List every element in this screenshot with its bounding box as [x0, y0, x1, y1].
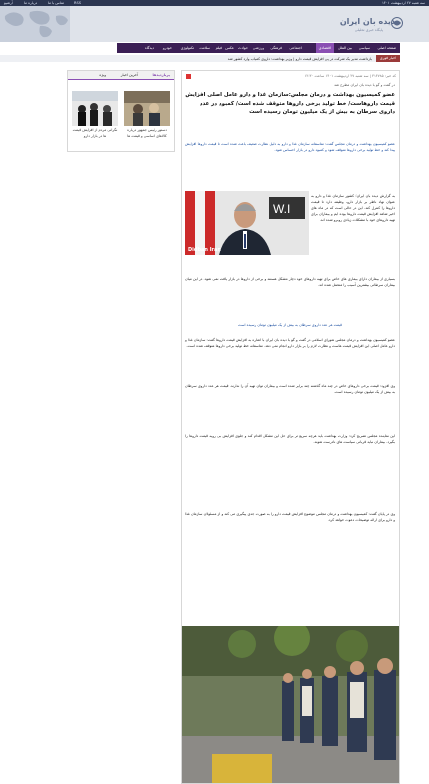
sidebar-thumb-1[interactable] [124, 91, 170, 126]
article-subhead: قیمت هر عدد داروی سرطان به بیش از یک میلیون تومان رسیده است [237, 323, 343, 327]
tab-latest[interactable]: آخرین اخبار [120, 72, 138, 77]
logo-subtitle: پایگاه خبری تحلیلی [354, 28, 383, 32]
top-link-archive[interactable]: آرشیو [4, 1, 13, 5]
ticker-label: اخبار فوری [376, 55, 400, 62]
tab-special[interactable]: ویژه [99, 72, 106, 77]
site-header [0, 6, 429, 42]
article-paragraph-5: این نماینده مجلس تصریح کرد: وزارت بهداشت باید هرچه سریع تر برای حل این مشکل اقدام کند و جلوی افزایش بی رویه قیمت داروها را بگیرد. بیماران نباید قربانی سیاست های نادرست شوند. [185, 434, 395, 444]
article-meta-text: کد خبر: ۳۱۴۷۸۵ | سه شنبه ۲۷ اردیبهشت ۱۴۰۱ ساعت ۱۲:۳۰ [304, 74, 396, 78]
nav-item-video[interactable]: فیلم [215, 45, 222, 50]
sidebar-caption-2[interactable]: نگرانی مردم از افزایش قیمت ها در بازار دارو [72, 128, 118, 138]
nav-item-health[interactable]: سلامت [199, 45, 210, 50]
nav-item-economy[interactable]: اقتصادی [316, 43, 334, 53]
sidebar-thumb-2[interactable] [72, 91, 118, 126]
news-photo-image [72, 91, 118, 126]
article-paragraph-3: عضو کمیسیون بهداشت و درمان مجلس شورای اسلامی در گفت و گو با دیده بان ایران با اشاره به افزایش قیمت داروها گفت: سازمان غذا و دارو عامل اصلی این افزایش قیمت هاست و نظارت لازم را بر بازار دارو انجام نمی دهد. متاسفانه خط تولید برخی داروها متوقف شده است. [185, 338, 395, 348]
top-link-rss[interactable]: RSS [74, 1, 82, 5]
article-photo-image [185, 191, 309, 255]
photo-watermark: Didban Iran [188, 247, 221, 253]
article-meta [186, 74, 396, 80]
article-paragraph-1: به گزارش دیده بان ایران؛ کشور سازمان غذا و دارو به عنوان نهاد ناظر بر بازار دارو، وظیفه دارد تا قیمت داروها را کنترل کند. این در حالی است که در ماه های اخیر شاهد افزایش قیمت داروها بوده ایم و بیماران برای تهیه داروهای خود با مشکلات زیادی روبرو شده اند. [311, 194, 395, 222]
nav-item-international[interactable]: بین الملل [337, 45, 352, 50]
site-logo[interactable] [321, 12, 403, 40]
nav-item-sport[interactable]: ورزشی [252, 45, 264, 50]
sidebar-caption-1[interactable]: دستور رئیس جمهور درباره کالاهای اساسی و قیمت ها [127, 128, 167, 138]
article-container [181, 70, 400, 784]
logo-text: دیده بان ایران [339, 17, 395, 26]
nav-item-culture[interactable]: فرهنگی [270, 45, 282, 50]
top-link-about[interactable]: درباره ما [24, 1, 38, 5]
nav-item-photo[interactable]: عکس [225, 45, 234, 50]
nav-item-incidents[interactable]: حوادث [237, 45, 248, 50]
print-icon[interactable] [186, 74, 191, 79]
article-paragraph-2: بسیاری از بیماران دارای بیماری های خاص برای تهیه داروهای خود دچار مشکل هستند و برخی از داروها در بازار یافت نمی شود. در این میان بیماران سرطانی بیشترین آسیب را متحمل شده اند. [185, 277, 395, 287]
sidebar-most-viewed [67, 70, 175, 152]
ticker-text[interactable]: بازداشت مدیر یک شرکت در پی افزایش قیمت دارو | وزیر بهداشت: داروی کمیاب وارد کشور شد [227, 56, 372, 61]
world-map-graphic [0, 6, 70, 42]
article-title: عضو کمیسیون بهداشت و درمان مجلس:سازمان غذا و دارو عامل اصلی افزایش قیمت داروهاست/ خط تولید برخی داروها متوقف شده است/ کمبود در عدد داروی سرطان به بیش از یک میلیون تومان رسیده است [185, 92, 395, 115]
article-pre-title: در گفت و گو با دیده بان ایران مطرح شد [334, 83, 395, 87]
nav-item-opinion[interactable]: دیدگاه [144, 45, 154, 50]
news-ticker [0, 55, 400, 62]
article-photo [185, 191, 309, 255]
nav-item-car[interactable]: خودرو [162, 45, 172, 50]
article-photo-2 [182, 626, 399, 784]
top-link-contact[interactable]: تماس با ما [48, 1, 64, 5]
news-photo-image [124, 91, 170, 126]
nav-item-tech[interactable]: تکنولوژی [180, 45, 194, 50]
svg-text:W.I: W.I [273, 202, 291, 216]
article-paragraph-4: وی افزود: قیمت برخی داروهای خاص در چند ماه گذشته چند برابر شده است و بیماران توان تهیه آن را ندارند. قیمت هر عدد داروی سرطان به بیش از یک میلیون تومان رسیده است. [185, 384, 395, 394]
tab-most-viewed[interactable]: پربازدیدها [152, 72, 170, 77]
article-lead: عضو کمیسیون بهداشت و درمان مجلس گفت: متاسفانه سازمان غذا و دارو به دلیل نظارت ضعیف باعث شده است تا قیمت داروها افزایش پیدا کند و خط تولید برخی داروها متوقف شود و کمبود دارو در بازار احساس شود. [185, 142, 395, 152]
nav-item-politics[interactable]: سیاسی [358, 45, 370, 50]
main-nav [117, 43, 400, 53]
pharmacy-queue-image [182, 626, 399, 784]
nav-item-social[interactable]: اجتماعی [289, 45, 302, 50]
date-text: سه شنبه ۲۷ اردیبهشت ۱۴۰۱ [381, 1, 425, 5]
article-paragraph-6: وی در پایان گفت: کمیسیون بهداشت و درمان مجلس موضوع افزایش قیمت دارو را به صورت جدی پیگیری می کند و از مسئولان سازمان غذا و دارو برای ارائه توضیحات دعوت خواهد کرد. [185, 512, 395, 522]
sidebar-tabs [68, 71, 174, 80]
nav-item-home[interactable]: صفحه اصلی [377, 45, 396, 50]
